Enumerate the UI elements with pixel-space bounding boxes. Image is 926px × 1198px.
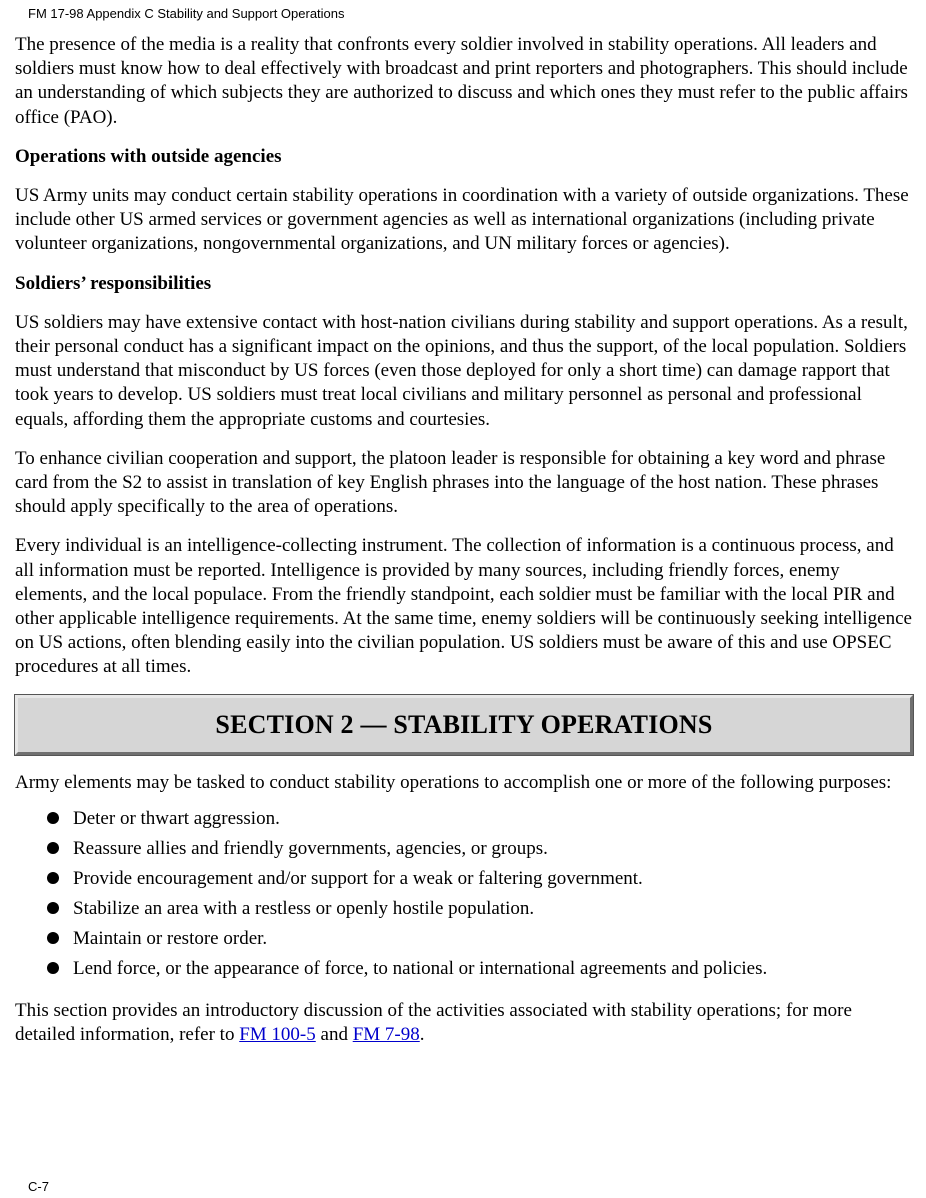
section-title: SECTION 2 — STABILITY OPERATIONS [215,709,713,739]
outside-agencies-heading: Operations with outside agencies [15,145,282,167]
running-header: FM 17-98 Appendix C Stability and Support Operations [28,6,345,21]
bullet-icon [47,962,59,974]
list-item [15,894,913,924]
fm-7-98-link[interactable]: FM 7-98 [352,1024,420,1046]
list-item-text: Lend force, or the appearance of force, to national or international agreements and policies. [73,957,768,979]
closing-and: and [315,1024,353,1046]
responsibilities-heading: Soldiers’ responsibilities [15,272,212,294]
list-item [15,924,913,954]
bullet-icon [47,812,59,824]
closing-end: . [419,1024,425,1046]
media-paragraph: The presence of the media is a reality that confronts every soldier involved in stability operations. All leaders and soldiers must know how to deal effectively with broadcast and print reporters and photographers. This should include an understanding of which subjects they are authorized to discuss and which ones they must refer to the public affairs office (PAO). [15,34,908,128]
responsibilities-paragraph: US soldiers may have extensive contact with host-nation civilians during stability and support operations. As a result, their personal conduct has a significant impact on the opinions, and thus the support, of the local population. Soldiers must understand that misconduct by US forces (even those deployed for only a short time) can damage rapport that took years to develop. US soldiers must treat local civilians and military personnel as personal and professional equals, affording them the appropriate customs and courtesies. [15,311,908,430]
list-item [15,804,913,834]
page-number: C-7 [28,1179,49,1194]
bullet-icon [47,842,59,854]
list-item-text: Deter or thwart aggression. [73,807,280,829]
list-item-text: Maintain or restore order. [73,927,268,949]
civilian-cooperation-paragraph: To enhance civilian cooperation and support, the platoon leader is responsible for obtaining a key word and phrase card from the S2 to assist in translation of key English phrases into the language of the host nation. These phrases should apply specifically to the area of operations. [15,447,886,518]
list-item [15,864,913,894]
list-item-text: Stabilize an area with a restless or openly hostile population. [73,897,535,919]
list-item-text: Provide encouragement and/or support for a weak or faltering government. [73,867,643,889]
outside-agencies-paragraph: US Army units may conduct certain stability operations in coordination with a variety of outside organizations. These include other US armed services or government agencies as well as international organizations (including private volunteer organizations, nongovernmental organizations, and UN military forces or agencies). [15,185,909,255]
closing-text: This section provides an introductory discussion of the activities associated with stability operations; for more detailed information, refer to [15,999,852,1046]
list-item [15,954,913,984]
section-closing-paragraph [15,999,913,1047]
intelligence-paragraph: Every individual is an intelligence-collecting instrument. The collection of information is a continuous process, and all information must be reported. Intelligence is provided by many sources, including friendly forces, enemy elements, and the local populace. From the friendly standpoint, each soldier must be familiar with the local PIR and other applicable intelligence requirements. At the same time, enemy soldiers will be continuously seeking intelligence on US actions, often blending easily into the civilian population. US soldiers must be aware of this and use OPSEC procedures at all times. [15,535,912,678]
bullet-icon [47,872,59,884]
list-item [15,834,913,864]
document-body [15,33,913,1062]
fm-100-5-link[interactable]: FM 100-5 [239,1024,316,1046]
section-intro-paragraph: Army elements may be tasked to conduct stability operations to accomplish one or more of the following purposes: [15,771,892,793]
list-item-text: Reassure allies and friendly governments, agencies, or groups. [73,837,548,859]
section-title-box [15,695,913,755]
purposes-list [15,804,913,984]
bullet-icon [47,902,59,914]
bullet-icon [47,932,59,944]
